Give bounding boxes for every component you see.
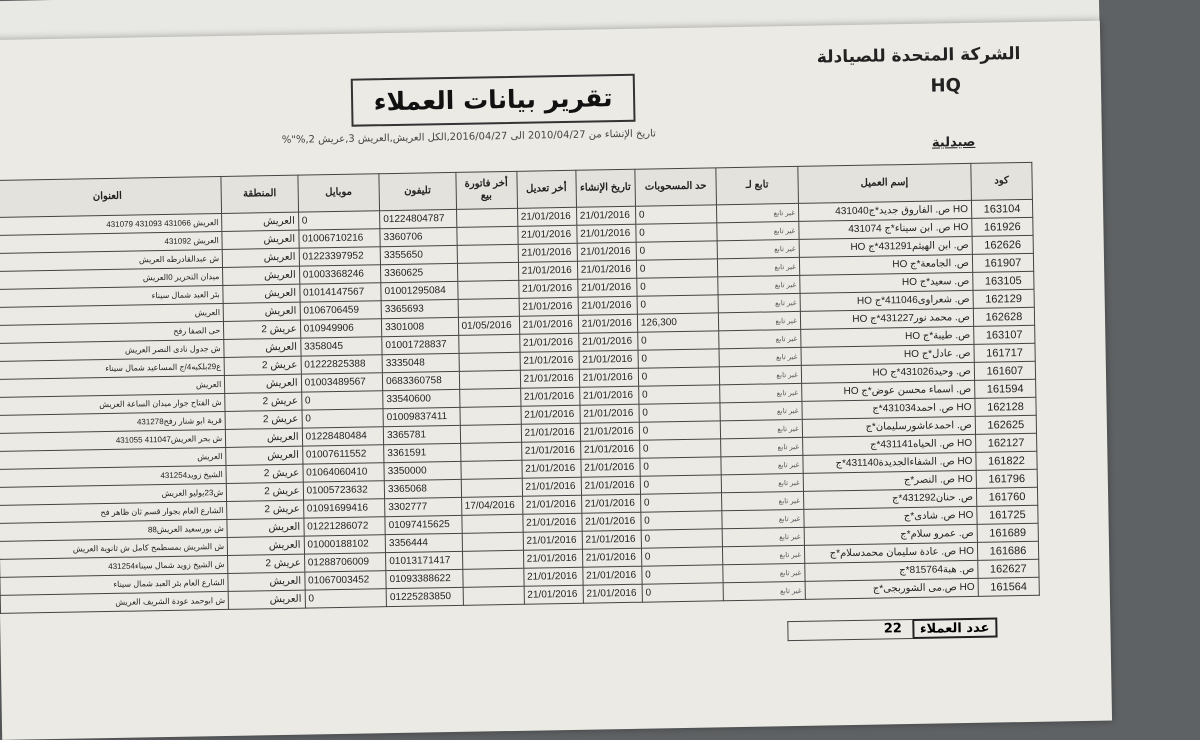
cell-name: ص. ابن الهيثم431291*ج HO xyxy=(799,236,972,257)
cell-limit: 0 xyxy=(635,205,717,224)
cell-created: 21/01/2016 xyxy=(580,422,639,441)
cell-region: عريش 2 xyxy=(227,500,304,519)
cell-phone: 01225283850 xyxy=(386,587,463,606)
cell-last-invoice xyxy=(457,280,518,299)
cell-name: ص. شعراوى411046*ج HO xyxy=(800,290,973,311)
cell-region: العريش xyxy=(223,284,300,303)
cell-code: 161822 xyxy=(976,451,1037,470)
cell-phone: 01093388622 xyxy=(386,569,463,588)
cell-address: العريش xyxy=(0,303,224,325)
cell-region: عريش 2 xyxy=(225,392,302,411)
cell-region: العريش xyxy=(227,518,304,537)
cell-code: 163107 xyxy=(974,325,1035,344)
cell-code: 161717 xyxy=(974,343,1035,362)
cell-region: العريش xyxy=(222,212,299,231)
cell-last-invoice xyxy=(462,568,523,587)
cell-edited: 21/01/2016 xyxy=(519,297,578,316)
cell-mobile: 01067003452 xyxy=(304,571,386,590)
cell-name: ص. الجامعة*ج HO xyxy=(799,254,972,275)
cell-created: 21/01/2016 xyxy=(580,440,639,459)
cell-created: 21/01/2016 xyxy=(580,404,639,423)
cell-region: عريش 2 xyxy=(224,320,301,339)
cell-phone: 01013171417 xyxy=(386,551,463,570)
cell-code: 161594 xyxy=(974,379,1035,398)
cell-last-invoice: 01/05/2016 xyxy=(458,316,519,335)
cell-follow: غير تابع xyxy=(723,581,805,600)
cell-edited: 21/01/2016 xyxy=(519,333,578,352)
cell-mobile: 010949906 xyxy=(300,319,382,338)
cell-last-invoice xyxy=(462,532,523,551)
cell-phone: 3350000 xyxy=(384,461,461,480)
cell-name: HO ص. الشفاءالجديدة431140*ج xyxy=(803,452,976,473)
cell-region: العريش xyxy=(228,590,305,609)
cell-region: عريش 2 xyxy=(225,410,302,429)
cell-region: عريش 2 xyxy=(228,554,305,573)
cell-code: 161926 xyxy=(972,217,1033,236)
cell-limit: 0 xyxy=(638,349,720,368)
header-limit: حد المسحوبات xyxy=(635,168,717,206)
cell-code: 163104 xyxy=(971,199,1032,218)
cell-last-invoice xyxy=(457,262,518,281)
cell-follow: غير تابع xyxy=(717,221,799,240)
cell-phone: 3360706 xyxy=(380,227,457,246)
cell-address: الشيخ زويد431254 xyxy=(0,465,227,487)
cell-code: 162129 xyxy=(973,289,1034,308)
cell-name: ص. احمدعاشورسليمان*ج xyxy=(802,416,975,437)
cell-name: HO ص. احمد431034*ج xyxy=(802,398,975,419)
cell-mobile: 01228480484 xyxy=(302,427,384,446)
cell-follow: غير تابع xyxy=(717,239,799,258)
cell-follow: غير تابع xyxy=(719,347,801,366)
cell-mobile: 01014147567 xyxy=(299,283,381,302)
cell-phone: 01001295084 xyxy=(381,281,458,300)
cell-limit: 0 xyxy=(642,583,724,602)
cell-limit: 0 xyxy=(639,421,721,440)
cell-created: 21/01/2016 xyxy=(578,296,637,315)
customer-count-label: عدد العملاء xyxy=(912,618,998,639)
cell-limit: 0 xyxy=(640,457,722,476)
cell-limit: 0 xyxy=(641,511,723,530)
cell-last-invoice xyxy=(461,514,522,533)
cell-edited: 21/01/2016 xyxy=(522,477,581,496)
cell-mobile: 01007611552 xyxy=(302,445,384,464)
cell-edited: 21/01/2016 xyxy=(522,513,581,532)
cell-created: 21/01/2016 xyxy=(578,332,637,351)
cell-phone: 01224804787 xyxy=(380,209,457,228)
cell-follow: غير تابع xyxy=(721,455,803,474)
cell-address: ش جدول نادى النصر العريش xyxy=(0,339,224,361)
cell-address: ش بحر العريش411047 431055 xyxy=(0,429,226,451)
cell-name: HO ص. ابن سيناء*ج 431074 xyxy=(799,218,972,239)
cell-mobile: 01221286072 xyxy=(304,517,386,536)
report-subtitle: تاريخ الإنشاء من 2010/04/27 الى 2016/04/27,الكل العريش,العريش 3,عريش 2,%"% xyxy=(281,128,656,146)
cell-name: HO ص. النصر*ج xyxy=(803,470,976,491)
cell-limit: 126,300 xyxy=(637,313,719,332)
cell-limit: 0 xyxy=(637,277,719,296)
cell-address: ش الفتاح جوار ميدان الساعة العريش xyxy=(0,393,225,415)
cell-edited: 21/01/2016 xyxy=(522,459,581,478)
cell-address: العريش 431092 xyxy=(0,231,222,253)
cell-created: 21/01/2016 xyxy=(582,512,641,531)
cell-last-invoice xyxy=(462,550,523,569)
cell-last-invoice xyxy=(458,334,519,353)
cell-code: 162127 xyxy=(975,433,1036,452)
cell-created: 21/01/2016 xyxy=(576,206,635,225)
cell-limit: 0 xyxy=(636,241,718,260)
cell-limit: 0 xyxy=(636,259,718,278)
cell-mobile: 01223397952 xyxy=(299,247,381,266)
header-code: كود xyxy=(971,162,1033,200)
cell-region: العريش xyxy=(223,302,300,321)
cell-created: 21/01/2016 xyxy=(582,530,641,549)
cell-follow: غير تابع xyxy=(722,491,804,510)
cell-phone: 3356444 xyxy=(385,533,462,552)
cell-follow: غير تابع xyxy=(719,311,801,330)
header-phone: تليفون xyxy=(379,172,456,210)
cell-name: ص. عمرو سلام*ج xyxy=(804,524,977,545)
cell-limit: 0 xyxy=(637,331,719,350)
cell-region: عريش 2 xyxy=(227,482,304,501)
cell-created: 21/01/2016 xyxy=(577,242,636,261)
cell-code: 161796 xyxy=(976,469,1037,488)
cell-created: 21/01/2016 xyxy=(579,368,638,387)
header-edited: أخر تعديل xyxy=(516,170,576,208)
cell-code: 161607 xyxy=(974,361,1035,380)
cell-edited: 21/01/2016 xyxy=(522,495,581,514)
cell-last-invoice xyxy=(463,586,524,605)
cell-mobile: 0 xyxy=(302,409,384,428)
cell-region: العريش xyxy=(222,230,299,249)
cell-name: ص. طيبة*ج HO xyxy=(800,326,973,347)
cell-follow: غير تابع xyxy=(723,563,805,582)
branch-label: HQ xyxy=(930,75,962,97)
cell-name: HO ص. الحياه431141*ج xyxy=(802,434,975,455)
cell-address: ش ابوحمد عودة الشريف العريش xyxy=(0,591,229,613)
cell-address: العريش xyxy=(0,375,225,397)
cell-address: ش23يوليو العريش xyxy=(0,483,227,505)
cell-edited: 21/01/2016 xyxy=(518,243,577,262)
cell-code: 161725 xyxy=(977,505,1038,524)
cell-created: 21/01/2016 xyxy=(581,458,640,477)
cell-edited: 21/01/2016 xyxy=(521,405,580,424)
cell-address: حى الصفا رفح xyxy=(0,321,224,343)
header-region: المنطقة xyxy=(221,175,298,213)
cell-mobile: 01005723632 xyxy=(303,481,385,500)
cell-edited: 21/01/2016 xyxy=(520,369,579,388)
cell-code: 161564 xyxy=(978,577,1039,596)
cell-phone: 3365068 xyxy=(384,479,461,498)
cell-follow: غير تابع xyxy=(717,203,799,222)
cell-edited: 21/01/2016 xyxy=(520,387,579,406)
header-address: العنوان xyxy=(0,176,222,217)
cell-region: عريش 2 xyxy=(226,464,303,483)
cell-code: 161907 xyxy=(972,253,1033,272)
cell-mobile: 01003368246 xyxy=(299,265,381,284)
cell-phone: 01009837411 xyxy=(383,407,460,426)
cell-mobile: 0 xyxy=(301,391,383,410)
header-mobile: موبايل xyxy=(298,174,380,212)
cell-edited: 21/01/2016 xyxy=(518,279,577,298)
cell-phone: 33540600 xyxy=(383,389,460,408)
cell-address: ميدان التحرير 0العريش xyxy=(0,267,223,289)
cell-edited: 21/01/2016 xyxy=(520,351,579,370)
cell-mobile: 01000188102 xyxy=(304,535,386,554)
cell-region: عريش 2 xyxy=(224,356,301,375)
cell-name: ص. سعيد*ج HO xyxy=(799,272,972,293)
cell-limit: 0 xyxy=(640,493,722,512)
cell-created: 21/01/2016 xyxy=(581,476,640,495)
cell-mobile: 01288706009 xyxy=(304,553,386,572)
cell-code: 161760 xyxy=(976,487,1037,506)
company-name: الشركة المتحدة للصيادلة xyxy=(816,44,1021,68)
cell-region: العريش xyxy=(223,266,300,285)
cell-region: العريش xyxy=(227,536,304,555)
cell-follow: غير تابع xyxy=(720,401,802,420)
cell-follow: غير تابع xyxy=(718,275,800,294)
cell-mobile: 01091699416 xyxy=(303,499,385,518)
cell-last-invoice xyxy=(456,208,517,227)
cell-mobile: 0 xyxy=(298,211,380,230)
cell-created: 21/01/2016 xyxy=(582,566,641,585)
cell-limit: 0 xyxy=(640,475,722,494)
cell-name: HO ص. الفاروق جديد*ج431040 xyxy=(798,200,971,221)
cell-follow: غير تابع xyxy=(722,509,804,528)
cell-edited: 21/01/2016 xyxy=(519,315,578,334)
cell-limit: 0 xyxy=(639,403,721,422)
cell-follow: غير تابع xyxy=(720,365,802,384)
cell-phone: 01097415625 xyxy=(385,515,462,534)
cell-edited: 21/01/2016 xyxy=(523,549,582,568)
cell-follow: غير تابع xyxy=(722,527,804,546)
cell-last-invoice xyxy=(457,244,518,263)
cell-follow: غير تابع xyxy=(718,257,800,276)
cell-region: العريش xyxy=(224,338,301,357)
cell-last-invoice xyxy=(459,388,520,407)
cell-follow: غير تابع xyxy=(718,293,800,312)
cell-address: ع29بلكبه4/ج المساعيد شمال سيناء xyxy=(0,357,225,379)
cell-region: العريش xyxy=(226,428,303,447)
cell-name: HO ص. شادى*ج xyxy=(804,506,977,527)
cell-mobile: 01003489567 xyxy=(301,373,383,392)
cell-region: العريش xyxy=(228,572,305,591)
cell-phone: 3360625 xyxy=(381,263,458,282)
cell-name: ص. حنان431292*ج xyxy=(803,488,976,509)
cell-last-invoice: 17/04/2016 xyxy=(461,496,522,515)
cell-created: 21/01/2016 xyxy=(579,386,638,405)
cell-limit: 0 xyxy=(641,529,723,548)
cell-address: قرية ابو شنار رفح431278 xyxy=(0,411,226,433)
cell-phone: 3301008 xyxy=(382,317,459,336)
cell-phone: 3335048 xyxy=(382,353,459,372)
cell-follow: غير تابع xyxy=(723,545,805,564)
header-last-invoice: أخر فاتورة بيع xyxy=(455,171,517,209)
cell-code: 163105 xyxy=(973,271,1034,290)
header-name: إسم العميل xyxy=(798,163,972,203)
cell-follow: غير تابع xyxy=(721,473,803,492)
header-follow: تابع لـ xyxy=(716,166,798,204)
report-title: تقرير بيانات العملاء xyxy=(351,74,636,127)
cell-phone: 01001728837 xyxy=(382,335,459,354)
customer-count-value: 22 xyxy=(787,619,912,641)
cell-edited: 21/01/2016 xyxy=(521,441,580,460)
cell-code: 162628 xyxy=(973,307,1034,326)
cell-code: 161689 xyxy=(977,523,1038,542)
cell-name: ص. عادل*ج HO xyxy=(801,344,974,365)
cell-code: 162627 xyxy=(978,559,1039,578)
cell-follow: غير تابع xyxy=(719,329,801,348)
cell-created: 21/01/2016 xyxy=(582,548,641,567)
cell-last-invoice xyxy=(458,298,519,317)
cell-follow: غير تابع xyxy=(720,383,802,402)
cell-name: ص. هبة815764*ج xyxy=(804,560,977,581)
cell-phone: 3361591 xyxy=(384,443,461,462)
cell-address: ش الشيخ زويد شمال سيناء431254 xyxy=(0,555,228,577)
cell-name: ص. اسماء محسن عوض*ج HO xyxy=(801,380,974,401)
cell-phone: 3302777 xyxy=(385,497,462,516)
cell-edited: 21/01/2016 xyxy=(521,423,580,442)
cell-last-invoice xyxy=(460,460,521,479)
cell-address: ش بورسعيد العريش88 xyxy=(0,519,227,541)
cell-mobile: 01222825388 xyxy=(301,355,383,374)
cell-name: ص. محمد نور431227*ج HO xyxy=(800,308,973,329)
cell-follow: غير تابع xyxy=(721,419,803,438)
cell-created: 21/01/2016 xyxy=(577,278,636,297)
cell-limit: 0 xyxy=(642,565,724,584)
cell-address: ش عبدالقادرطه العريش xyxy=(0,249,223,271)
cell-edited: 21/01/2016 xyxy=(517,207,576,226)
cell-address: بئر العبد شمال سيناء xyxy=(0,285,223,307)
cell-region: العريش xyxy=(226,446,303,465)
cell-code: 162625 xyxy=(975,415,1036,434)
cell-created: 21/01/2016 xyxy=(583,584,642,603)
cell-mobile: 3358045 xyxy=(300,337,382,356)
cell-region: العريش xyxy=(225,374,302,393)
cell-name: ص. وحيد431026*ج HO xyxy=(801,362,974,383)
cell-created: 21/01/2016 xyxy=(579,350,638,369)
cell-limit: 0 xyxy=(639,439,721,458)
cell-edited: 21/01/2016 xyxy=(517,225,576,244)
cell-last-invoice xyxy=(459,406,520,425)
cell-last-invoice xyxy=(459,352,520,371)
cell-edited: 21/01/2016 xyxy=(523,531,582,550)
cell-limit: 0 xyxy=(641,547,723,566)
cell-address: الشارع العام بئر العبد شمال سيناء xyxy=(0,573,228,595)
cell-last-invoice xyxy=(460,424,521,443)
cell-address: ش الشريش بمسطمح كامل ش ثانوية العريش xyxy=(0,537,228,559)
cell-mobile: 0 xyxy=(305,589,387,608)
cell-code: 162626 xyxy=(972,235,1033,254)
cell-created: 21/01/2016 xyxy=(581,494,640,513)
cell-edited: 21/01/2016 xyxy=(518,261,577,280)
cell-code: 162128 xyxy=(975,397,1036,416)
cell-limit: 0 xyxy=(638,367,720,386)
customers-table xyxy=(0,162,1040,614)
cell-mobile: 01064060410 xyxy=(303,463,385,482)
cell-last-invoice xyxy=(460,442,521,461)
cell-mobile: 0106706459 xyxy=(300,301,382,320)
customer-count xyxy=(787,618,997,642)
cell-last-invoice xyxy=(461,478,522,497)
cell-address: العريش xyxy=(0,447,226,469)
cell-edited: 21/01/2016 xyxy=(523,567,582,586)
cell-limit: 0 xyxy=(637,295,719,314)
cell-created: 21/01/2016 xyxy=(577,260,636,279)
cell-created: 21/01/2016 xyxy=(578,314,637,333)
cell-last-invoice xyxy=(456,226,517,245)
cell-created: 21/01/2016 xyxy=(577,224,636,243)
cell-phone: 3365781 xyxy=(383,425,460,444)
cell-region: العريش xyxy=(222,248,299,267)
cell-phone: 3365693 xyxy=(381,299,458,318)
cell-name: HO ص. عادة سليمان محمدسلام*ج xyxy=(804,542,977,563)
section-label: صيدلية xyxy=(931,134,976,151)
cell-edited: 21/01/2016 xyxy=(524,585,583,604)
cell-address: الشارع العام بجوار قسم ثان ظاهر فح xyxy=(0,501,227,523)
cell-limit: 0 xyxy=(638,385,720,404)
cell-address: العريش 431066 431093 431079 xyxy=(0,213,222,235)
cell-mobile: 01006710216 xyxy=(298,229,380,248)
cell-last-invoice xyxy=(459,370,520,389)
cell-phone: 0683360758 xyxy=(382,371,459,390)
cell-name: HO ص.مى الشوربجى*ج xyxy=(805,578,978,599)
cell-code: 161686 xyxy=(977,541,1038,560)
cell-follow: غير تابع xyxy=(721,437,803,456)
cell-limit: 0 xyxy=(636,223,718,242)
cell-phone: 3355650 xyxy=(380,245,457,264)
report-page xyxy=(0,21,1112,740)
header-created: تاريخ الإنشاء xyxy=(576,169,636,207)
